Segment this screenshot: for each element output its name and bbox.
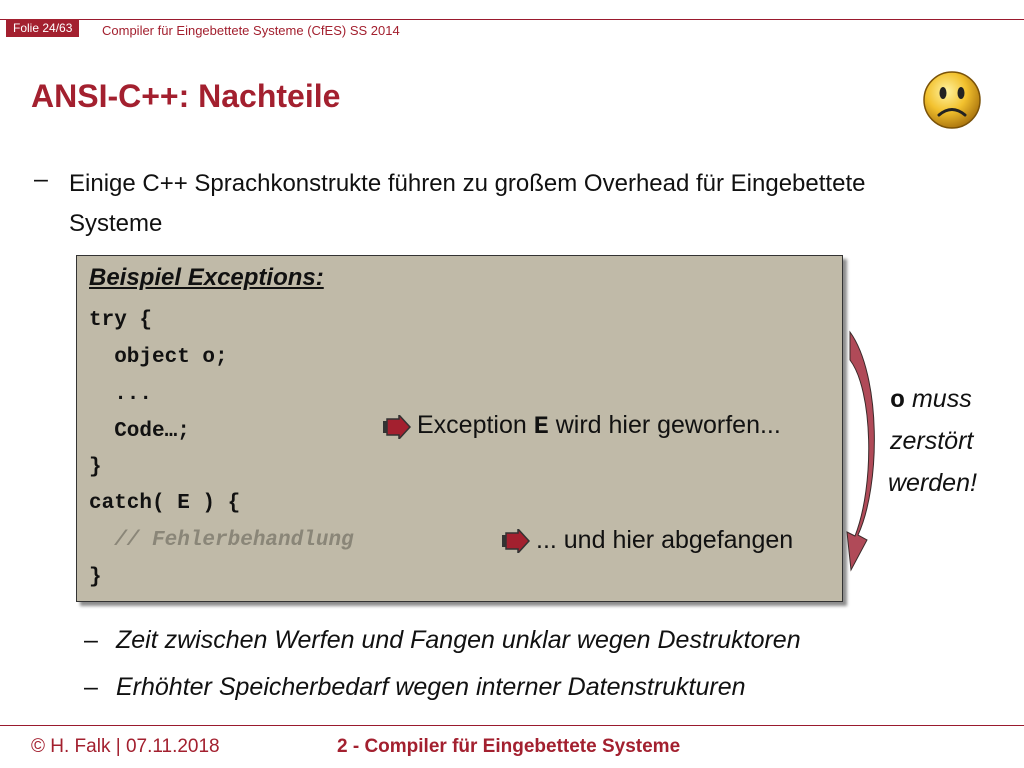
footer-rule [0,725,1024,726]
code-line: ... [89,383,153,406]
sub-bullet-text: Erhöhter Speicherbedarf wegen interner Datenstrukturen [116,673,746,701]
arrow-marker-icon [502,529,530,553]
slide-title: ANSI-C++: Nachteile [31,78,341,114]
footer-author: © H. Falk | 07.11.2018 [31,736,220,757]
bullet-dash: – [34,165,48,193]
code-line: Code…; [89,420,190,443]
code-line: catch( E ) { [89,492,241,515]
code-line: } [89,456,102,479]
curved-arrow-icon [845,330,885,572]
side-note-line1 [890,385,972,415]
note-thrown-code: E [533,412,549,441]
sad-face-icon [921,69,983,131]
slide-counter: Folie 24/63 [6,19,79,37]
course-title: Compiler für Eingebettete Systeme (CfES) SS 2014 [102,23,400,38]
side-note-line3: werden! [888,469,977,497]
code-line: } [89,566,102,589]
header-rule [0,19,1024,20]
side-note-code: o [890,386,906,415]
side-note-rest: muss [905,385,972,413]
note-exception-thrown [417,411,781,441]
bullet-text: Einige C++ Sprachkonstrukte führen zu großem Overhead für Eingebettete Systeme [69,170,866,237]
code-line: object o; [89,346,228,369]
side-note-line2: zerstört [890,427,974,455]
sub-bullet-dash: – [84,626,98,654]
sub-bullet-dash: – [84,673,98,701]
arrow-marker-icon [383,415,411,439]
code-line: try { [89,309,153,332]
note-thrown-suffix: wird hier geworfen... [548,411,781,439]
code-comment-line: // Fehlerbehandlung [89,529,354,552]
note-thrown-prefix: Exception [417,411,534,439]
footer-title: 2 - Compiler für Eingebettete Systeme [337,736,681,757]
sub-bullet-text: Zeit zwischen Werfen und Fangen unklar wegen Destruktoren [116,626,801,654]
example-heading: Beispiel Exceptions: [89,264,324,291]
note-exception-caught: ... und hier abgefangen [536,526,794,554]
example-box [76,255,843,602]
